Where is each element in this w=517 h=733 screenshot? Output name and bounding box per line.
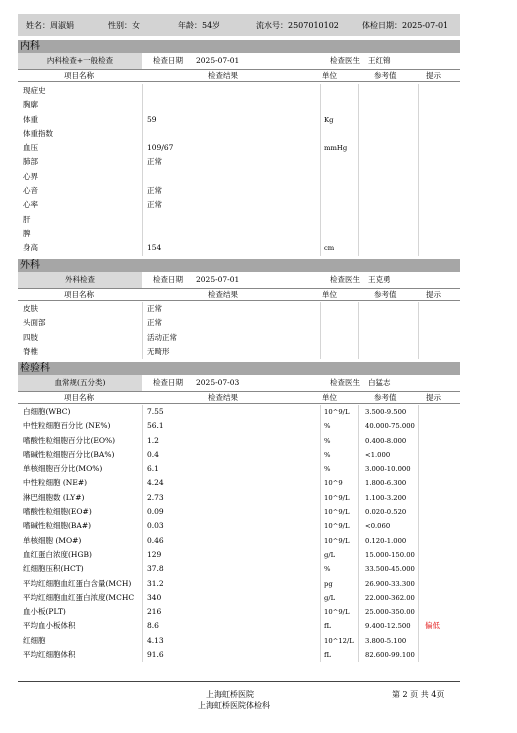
cell-ref: 22.000-362.00	[365, 593, 415, 602]
cell-name: 头面部	[23, 318, 46, 328]
cell-name: 体重指数	[23, 128, 53, 138]
table-row	[18, 462, 460, 476]
table-row	[18, 213, 460, 227]
cell-result: 129	[147, 549, 162, 559]
cell-unit: g/L	[324, 593, 336, 602]
cell-unit: cm	[324, 244, 335, 253]
table-row	[18, 127, 460, 141]
cell-unit: 10^9/L	[324, 493, 350, 502]
doctor-label: 检查医生	[330, 275, 360, 284]
exam-item-name: 外科检查	[18, 272, 142, 288]
cell-name: 肺部	[23, 157, 38, 167]
cell-name: 脾	[23, 228, 31, 238]
cell-name: 中性粒细胞 (NE#)	[23, 478, 88, 488]
footer-page-number: 第 2 页 共 4页	[392, 690, 445, 699]
col-reference: 参考值	[374, 393, 397, 402]
col-tip: 提示	[426, 290, 441, 299]
col-result: 检查结果	[208, 393, 238, 402]
cell-name: 心界	[23, 171, 38, 181]
table-row	[18, 648, 460, 662]
cell-name: 嗜酸性粒细胞百分比(EO%)	[23, 435, 116, 445]
cell-result: 8.6	[147, 621, 159, 631]
cell-ref: 3.000-10.000	[365, 465, 411, 474]
column-separator	[418, 84, 419, 256]
col-result: 检查结果	[208, 290, 238, 299]
cell-unit: pg	[324, 579, 333, 588]
internal-rows	[18, 84, 460, 256]
patient-name: 姓名：周淑娟	[26, 20, 74, 30]
cell-name: 血压	[23, 143, 38, 153]
table-row	[18, 316, 460, 330]
cell-name: 心率	[23, 200, 38, 210]
cell-unit: 10^9/L	[324, 522, 350, 531]
cell-name: 体重	[23, 114, 38, 124]
cell-name: 单核细胞 (MO#)	[23, 535, 82, 545]
cell-unit: 10^12/L	[324, 636, 354, 645]
patient-gender: 性别：女	[108, 20, 140, 30]
cell-name: 嗜碱性粒细胞百分比(BA%)	[23, 449, 115, 459]
doctor-name: 白猛志	[368, 378, 391, 387]
cell-name: 平均红细胞体积	[23, 650, 76, 660]
table-column-header	[18, 391, 460, 404]
doctor-label: 检查医生	[330, 56, 360, 65]
cell-ref: 9.400-12.500	[365, 622, 411, 631]
cell-ref: 1.800-6.300	[365, 479, 407, 488]
cell-unit: g/L	[324, 550, 336, 559]
exam-item-name: 血常规(五分类)	[18, 375, 142, 391]
col-unit: 单位	[322, 393, 337, 402]
cell-name: 血小板(PLT)	[23, 607, 66, 617]
cell-name: 单核细胞百分比(MO%)	[23, 464, 103, 474]
section-lab-title: 检验科	[18, 362, 460, 375]
cell-unit: 10^9/L	[324, 608, 350, 617]
cell-unit: 10^9	[324, 479, 343, 488]
cell-ref: 15.000-150.00	[365, 550, 415, 559]
serial-number: 流水号：2507010102	[256, 20, 339, 30]
cell-result: 216	[147, 607, 162, 617]
cell-name: 红细胞	[23, 635, 46, 645]
cell-tip: 偏低	[425, 621, 440, 631]
column-separator	[320, 84, 321, 256]
table-column-header	[18, 288, 460, 301]
cell-result: 正常	[147, 318, 162, 328]
section-internal-title: 内科	[18, 40, 460, 53]
doctor-name: 王克勇	[368, 275, 391, 284]
exam-date-value: 2025-07-01	[196, 275, 240, 284]
cell-name: 红细胞压积(HCT)	[23, 564, 84, 574]
cell-ref: 82.600-99.100	[365, 651, 415, 660]
cell-result: 56.1	[147, 421, 164, 431]
cell-name: 身高	[23, 243, 38, 253]
col-reference: 参考值	[374, 71, 397, 80]
table-row	[18, 634, 460, 648]
cell-result: 109/67	[147, 143, 174, 153]
table-row	[18, 84, 460, 98]
column-separator	[320, 405, 321, 662]
lab-rows	[18, 405, 460, 662]
cell-name: 白细胞(WBC)	[23, 407, 71, 416]
cell-name: 现症史	[23, 86, 46, 95]
patient-age: 年龄：54岁	[178, 20, 221, 30]
column-separator	[358, 302, 359, 359]
cell-result: 59	[147, 114, 157, 124]
cell-ref: 33.500-45.000	[365, 565, 415, 574]
cell-name: 皮肤	[23, 304, 38, 313]
cell-result: 活动正常	[147, 332, 177, 342]
cell-result: 无畸形	[147, 346, 170, 356]
table-row	[18, 434, 460, 448]
table-row	[18, 331, 460, 345]
cell-name: 肝	[23, 214, 31, 224]
cell-name: 淋巴细胞数 (LY#)	[23, 492, 85, 502]
cell-result: 0.09	[147, 507, 164, 517]
section-lab-subheader	[18, 375, 460, 391]
table-row	[18, 405, 460, 419]
cell-name: 中性粒细胞百分比 (NE%)	[23, 421, 111, 431]
table-row	[18, 302, 460, 316]
footer-hospital: 上海虹桥医院	[206, 690, 254, 699]
table-row	[18, 241, 460, 255]
col-item-name: 项目名称	[64, 290, 94, 299]
doctor-label: 检查医生	[330, 378, 360, 387]
cell-ref: 0.120-1.000	[365, 536, 407, 545]
cell-result: 340	[147, 592, 162, 602]
cell-result: 7.55	[147, 407, 164, 416]
cell-ref: <1.000	[365, 450, 391, 459]
column-separator	[358, 405, 359, 662]
cell-result: 31.2	[147, 578, 164, 588]
col-result: 检查结果	[208, 71, 238, 80]
cell-ref: 0.400-8.000	[365, 436, 407, 445]
cell-ref: 26.900-33.300	[365, 579, 415, 588]
cell-name: 心音	[23, 186, 38, 196]
table-row	[18, 184, 460, 198]
cell-result: 0.4	[147, 449, 159, 459]
section-surgical-title: 外科	[18, 259, 460, 272]
cell-name: 嗜碱性粒细胞(BA#)	[23, 521, 92, 531]
cell-result: 1.2	[147, 435, 159, 445]
col-unit: 单位	[322, 71, 337, 80]
cell-ref: 25.000-350.00	[365, 608, 415, 617]
cell-result: 0.46	[147, 535, 164, 545]
cell-name: 平均红细胞血红蛋白浓度(MCHC	[23, 592, 135, 602]
column-separator	[418, 302, 419, 359]
cell-result: 37.8	[147, 564, 164, 574]
cell-name: 嗜酸性粒细胞(EO#)	[23, 507, 92, 517]
table-row	[18, 155, 460, 169]
patient-info-bar	[18, 14, 460, 36]
section-surgical-subheader	[18, 272, 460, 288]
col-item-name: 项目名称	[64, 393, 94, 402]
cell-result: 正常	[147, 304, 162, 313]
col-tip: 提示	[426, 71, 441, 80]
column-separator	[142, 302, 143, 359]
cell-ref: 3.500-9.500	[365, 408, 407, 416]
cell-unit: 10^9/L	[324, 536, 350, 545]
table-column-header	[18, 69, 460, 82]
exam-date: 体检日期：2025-07-01	[362, 20, 449, 30]
cell-ref: 1.100-3.200	[365, 493, 407, 502]
table-row	[18, 419, 460, 433]
footer-divider	[18, 681, 460, 682]
table-row	[18, 141, 460, 155]
cell-result: 正常	[147, 200, 162, 210]
cell-ref: 40.000-75.000	[365, 422, 415, 431]
column-separator	[142, 405, 143, 662]
cell-name: 四肢	[23, 332, 38, 342]
table-row	[18, 548, 460, 562]
date-label: 检查日期	[153, 378, 183, 387]
col-item-name: 项目名称	[64, 71, 94, 80]
cell-ref: <0.060	[365, 522, 391, 531]
cell-name: 平均红细胞血红蛋白含量(MCH)	[23, 578, 132, 588]
table-row	[18, 98, 460, 112]
cell-result: 4.13	[147, 635, 164, 645]
table-row	[18, 605, 460, 619]
cell-unit: %	[324, 450, 331, 459]
col-unit: 单位	[322, 290, 337, 299]
table-row	[18, 505, 460, 519]
column-separator	[418, 405, 419, 662]
table-row	[18, 345, 460, 359]
cell-result: 正常	[147, 157, 162, 167]
cell-result: 4.24	[147, 478, 164, 488]
cell-unit: Kg	[324, 115, 334, 124]
cell-unit: %	[324, 422, 331, 431]
cell-unit: %	[324, 436, 331, 445]
column-separator	[320, 302, 321, 359]
cell-unit: fL	[324, 622, 332, 631]
cell-unit: fL	[324, 651, 332, 660]
cell-name: 胸廓	[23, 100, 38, 110]
cell-unit: %	[324, 565, 331, 574]
table-row	[18, 519, 460, 533]
table-row	[18, 227, 460, 241]
cell-result: 正常	[147, 186, 162, 196]
cell-result: 154	[147, 243, 162, 253]
cell-unit: 10^9/L	[324, 408, 350, 416]
cell-name: 平均血小板体积	[23, 621, 76, 631]
table-row	[18, 491, 460, 505]
table-row	[18, 577, 460, 591]
surgical-rows	[18, 302, 460, 359]
cell-unit: 10^9/L	[324, 508, 350, 517]
date-label: 检查日期	[153, 275, 183, 284]
footer-department: 上海虹桥医院体检科	[198, 701, 270, 710]
date-label: 检查日期	[153, 56, 183, 65]
cell-unit: %	[324, 465, 331, 474]
col-tip: 提示	[426, 393, 441, 402]
section-internal-subheader	[18, 53, 460, 69]
exam-date-value: 2025-07-01	[196, 56, 240, 65]
cell-result: 91.6	[147, 650, 164, 660]
table-row	[18, 534, 460, 548]
cell-name: 血红蛋白浓度(HGB)	[23, 549, 92, 559]
table-row	[18, 619, 460, 633]
exam-item-name: 内科检查+一般检查	[18, 53, 142, 69]
cell-result: 2.73	[147, 492, 164, 502]
cell-result: 6.1	[147, 464, 159, 474]
cell-unit: mmHg	[324, 144, 348, 153]
table-row	[18, 448, 460, 462]
table-row	[18, 476, 460, 490]
cell-result: 0.03	[147, 521, 164, 531]
cell-ref: 3.800-5.100	[365, 636, 407, 645]
cell-ref: 0.020-0.520	[365, 508, 407, 517]
table-row	[18, 198, 460, 212]
table-row	[18, 562, 460, 576]
table-row	[18, 113, 460, 127]
table-row	[18, 591, 460, 605]
exam-date-value: 2025-07-03	[196, 378, 240, 387]
table-row	[18, 170, 460, 184]
column-separator	[142, 84, 143, 256]
cell-name: 脊椎	[23, 346, 38, 356]
doctor-name: 王红锦	[368, 56, 391, 65]
col-reference: 参考值	[374, 290, 397, 299]
column-separator	[358, 84, 359, 256]
